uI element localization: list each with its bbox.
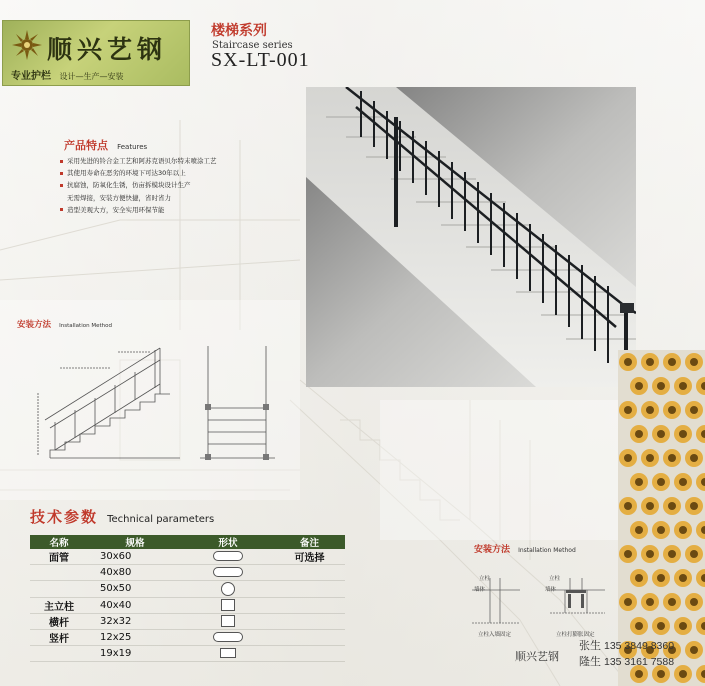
feature-item: 采用先进的铃合金工艺和阿苏克语贝尔特末喷涂工艺 bbox=[60, 155, 217, 167]
brand-slogan bbox=[11, 67, 124, 82]
install-right-title-en: Installation Method bbox=[518, 547, 576, 554]
label-wall-embed: 立柱入墙固定 bbox=[478, 632, 512, 638]
table-body bbox=[30, 549, 345, 662]
label-wall: 墙体 bbox=[474, 587, 486, 593]
oval-shape-icon bbox=[213, 632, 243, 642]
contact-person bbox=[579, 654, 674, 670]
brand-name: 顺兴艺钢 bbox=[47, 35, 168, 64]
cell-note bbox=[274, 581, 345, 597]
sun-emblem-icon bbox=[11, 29, 43, 61]
cell-shape bbox=[182, 629, 274, 645]
feature-item: 其使用寿命在恶劣的环境下可达30年以上 bbox=[60, 167, 217, 179]
install-right-title-cn: 安装方法 bbox=[474, 545, 511, 555]
features-list bbox=[60, 155, 217, 216]
circle-shape-icon bbox=[221, 582, 235, 596]
cell-shape bbox=[182, 597, 274, 613]
oval-shape-icon bbox=[213, 567, 243, 577]
table-row bbox=[30, 613, 345, 629]
contact-block bbox=[579, 638, 674, 670]
feature-item: 抗腐蚀，防氧化生锈，仿亩拆模块设计生产 bbox=[60, 179, 217, 191]
cell-spec: 50x50 bbox=[88, 581, 182, 597]
table-header-row bbox=[30, 535, 345, 549]
col-header-shape: 形状 bbox=[182, 535, 274, 549]
cell-name: 竖杆 bbox=[30, 629, 88, 645]
cell-shape bbox=[182, 581, 274, 597]
table-row bbox=[30, 581, 345, 597]
bullet-icon bbox=[60, 172, 63, 175]
col-header-spec: 规格 bbox=[88, 535, 182, 549]
square-shape-icon bbox=[221, 615, 235, 627]
table-row bbox=[30, 565, 345, 581]
cell-spec: 30x60 bbox=[88, 549, 182, 565]
rect-shape-icon bbox=[220, 648, 236, 658]
brand-motto: 专业护栏 bbox=[11, 71, 51, 82]
contact-name: 隆生 bbox=[579, 655, 601, 668]
tech-title-cn: 技术参数 bbox=[30, 508, 99, 526]
cell-note bbox=[274, 565, 345, 581]
cell-spec: 19x19 bbox=[88, 646, 182, 662]
cell-note: 可选择 bbox=[274, 549, 345, 565]
cell-spec: 12x25 bbox=[88, 629, 182, 645]
install-title-cn: 安装方法 bbox=[17, 320, 52, 330]
install-method-heading-right bbox=[474, 537, 576, 556]
brand-services: 设计—生产—安装 bbox=[59, 72, 124, 81]
cell-note bbox=[274, 597, 345, 613]
model-code: SX-LT-001 bbox=[211, 49, 310, 71]
features-title-cn: 产品特点 bbox=[64, 139, 108, 152]
series-title-cn: 楼梯系列 bbox=[211, 23, 267, 39]
features-heading bbox=[64, 134, 147, 153]
brand-logo bbox=[2, 20, 190, 86]
bullet-icon bbox=[60, 208, 63, 211]
tech-params-heading bbox=[30, 506, 214, 527]
company-name: 顺兴艺钢 bbox=[515, 650, 559, 663]
cell-note bbox=[274, 629, 345, 645]
cell-name bbox=[30, 581, 88, 597]
cell-spec: 40x80 bbox=[88, 565, 182, 581]
cell-name: 面管 bbox=[30, 549, 88, 565]
cell-spec: 32x32 bbox=[88, 613, 182, 629]
tech-params-table bbox=[30, 535, 345, 662]
cell-shape bbox=[182, 646, 274, 662]
tech-title-en: Technical parameters bbox=[107, 514, 215, 525]
table-row bbox=[30, 597, 345, 613]
feature-item: 无需焊接，安装方便快捷，省时省力 bbox=[67, 193, 171, 202]
bullet-icon bbox=[60, 184, 63, 187]
cell-name: 横杆 bbox=[30, 613, 88, 629]
cell-note bbox=[274, 613, 345, 629]
contact-person bbox=[579, 638, 674, 654]
label-post: 立柱 bbox=[479, 576, 491, 582]
cell-shape bbox=[182, 613, 274, 629]
features-title-en: Features bbox=[117, 143, 148, 151]
cell-shape bbox=[182, 565, 274, 581]
table-row bbox=[30, 646, 345, 662]
cell-name bbox=[30, 565, 88, 581]
series-title-en: Staircase series bbox=[212, 40, 293, 51]
contact-phone: 135 3161 7588 bbox=[604, 656, 675, 668]
install-title-en: Installation Method bbox=[59, 323, 112, 329]
cell-name: 主立柱 bbox=[30, 597, 88, 613]
railing-technical-drawing bbox=[30, 338, 290, 468]
label-wall-b: 墙体 bbox=[545, 587, 557, 593]
cell-shape bbox=[182, 549, 274, 565]
col-header-name: 名称 bbox=[30, 535, 88, 549]
contact-name: 张生 bbox=[579, 639, 601, 652]
contact-phone: 135 3849 8360 bbox=[604, 640, 675, 652]
install-method-heading bbox=[17, 312, 112, 331]
table-row bbox=[30, 629, 345, 645]
staircase-photo bbox=[306, 87, 636, 387]
oval-shape-icon bbox=[213, 551, 243, 561]
col-header-note: 备注 bbox=[274, 535, 345, 549]
decorative-flower-wall bbox=[618, 350, 705, 686]
feature-item: 造型美观大方，安全实用环保节能 bbox=[60, 204, 217, 216]
cell-spec: 40x40 bbox=[88, 597, 182, 613]
square-shape-icon bbox=[221, 599, 235, 611]
table-row bbox=[30, 549, 345, 565]
label-expansion-bolt: 立柱打膨胀固定 bbox=[556, 632, 595, 638]
bullet-icon bbox=[60, 160, 63, 163]
cell-note bbox=[274, 646, 345, 662]
label-post-b: 立柱 bbox=[549, 576, 561, 582]
cell-name bbox=[30, 646, 88, 662]
